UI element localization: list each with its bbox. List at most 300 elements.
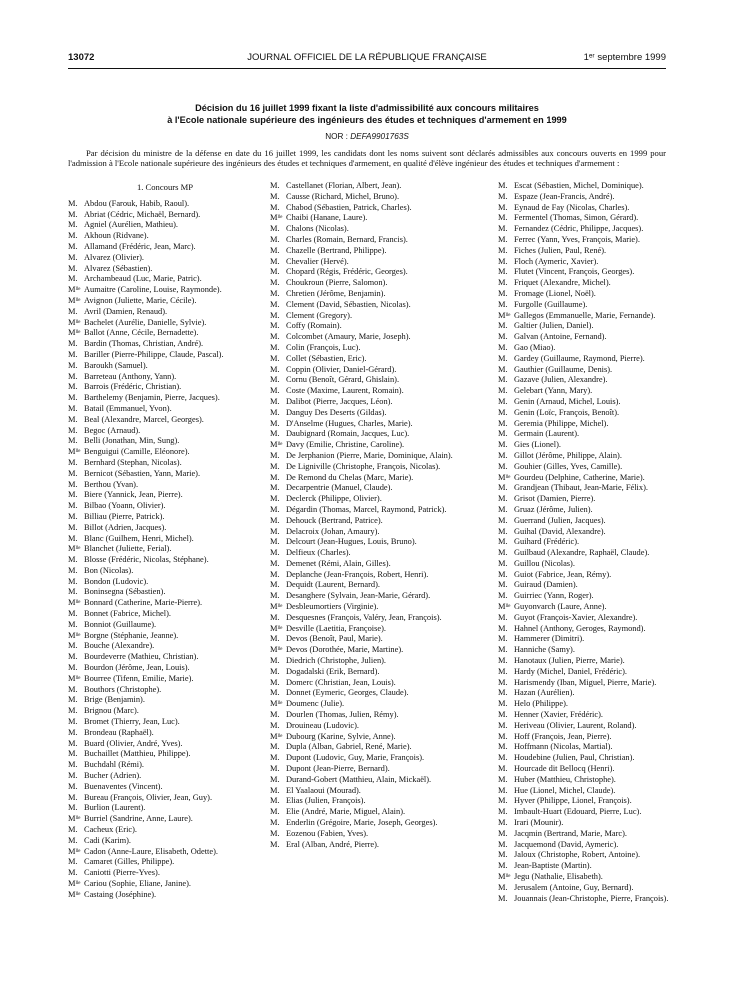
candidate-entry — [270, 354, 464, 365]
candidate-name: Deplanche (Jean-François, Robert, Henri). — [286, 569, 429, 579]
civility: M. — [498, 407, 508, 417]
candidate-name: Gouhier (Gilles, Yves, Camille). — [514, 461, 623, 471]
candidate-name: Donnet (Eymeric, Georges, Claude). — [286, 688, 409, 698]
candidate-entry — [68, 587, 262, 598]
candidate-name: Germain (Laurent). — [514, 429, 580, 439]
candidate-name: Abdou (Farouk, Habib, Raoul). — [84, 198, 190, 208]
civility: M. — [270, 181, 280, 190]
candidate-name: Billiau (Pierre, Patrick). — [84, 511, 165, 521]
candidate-name: Espaze (Jean-Francis, André). — [514, 191, 615, 201]
candidate-entry — [498, 818, 698, 829]
names-list-3 — [498, 181, 698, 904]
candidate-entry — [270, 602, 464, 613]
candidate-entry — [270, 451, 464, 462]
civility: M. — [68, 501, 78, 511]
candidate-name: Huber (Matthieu, Christophe). — [514, 774, 616, 784]
civility: M. — [498, 504, 508, 514]
candidate-name: Buchaillet (Matthieu, Philippe). — [84, 749, 191, 759]
civility: M. — [498, 688, 508, 698]
issue-date: 1ᵉʳ septembre 1999 — [583, 52, 666, 63]
candidate-entry — [68, 868, 262, 879]
candidate-entry — [498, 440, 698, 451]
candidate-entry — [270, 624, 464, 635]
candidate-entry — [68, 350, 262, 361]
candidate-name: Causse (Richard, Michel, Bruno). — [286, 191, 400, 201]
civility: M. — [270, 418, 280, 428]
candidate-name: Clement (Gregory). — [286, 310, 353, 320]
candidate-name: Enderlin (Grégoire, Marie, Joseph, Georges). — [286, 818, 438, 828]
civility: Mˡˡᵉ — [68, 295, 81, 305]
candidate-entry — [270, 375, 464, 386]
candidate-name: Alvarez (Olivier). — [84, 252, 144, 262]
candidate-entry — [270, 753, 464, 764]
candidate-entry — [270, 440, 464, 451]
candidate-name: D'Anselme (Hugues, Charles, Marie). — [286, 418, 413, 428]
candidate-name: Desquesnes (François, Valéry, Jean, François). — [286, 612, 442, 622]
candidate-entry — [270, 408, 464, 419]
civility: M. — [68, 663, 78, 673]
civility: M. — [68, 274, 78, 284]
civility: M. — [68, 738, 78, 748]
candidate-entry — [68, 836, 262, 847]
candidate-name: Gao (Miao). — [514, 342, 556, 352]
candidate-name: Baroukh (Samuel). — [84, 360, 148, 370]
civility: M. — [68, 717, 78, 727]
civility: M. — [270, 332, 280, 342]
candidate-name: Batail (Emmanuel, Yvon). — [84, 403, 172, 413]
candidate-entry — [498, 624, 698, 635]
candidate-entry — [68, 685, 262, 696]
candidate-name: Archambeaud (Luc, Marie, Patric). — [84, 274, 202, 284]
civility: M. — [68, 522, 78, 532]
candidate-entry — [68, 199, 262, 210]
civility: M. — [498, 764, 508, 774]
candidate-name: Hourcade dit Bellocq (Henri). — [514, 764, 615, 774]
civility: M. — [68, 457, 78, 467]
civility: M. — [68, 781, 78, 791]
candidate-entry — [270, 764, 464, 775]
candidate-name: Castellanet (Florian, Albert, Jean). — [286, 181, 402, 190]
civility: M. — [270, 256, 280, 266]
civility: M. — [270, 612, 280, 622]
civility: M. — [498, 720, 508, 730]
candidate-name: Jegu (Nathalie, Elisabeth). — [514, 872, 603, 881]
candidate-entry — [68, 760, 262, 771]
candidate-name: Flutet (Vincent, François, Georges). — [514, 267, 635, 277]
candidate-entry — [270, 786, 464, 797]
candidate-entry — [498, 559, 698, 570]
candidate-name: Bernicot (Sébastien, Yann, Marie). — [84, 468, 201, 478]
candidate-name: Irari (Mounir). — [514, 818, 564, 828]
candidate-name: Hue (Lionel, Michel, Claude). — [514, 785, 616, 795]
civility: M. — [68, 231, 78, 241]
civility: M. — [270, 828, 280, 838]
candidate-name: Davy (Emilie, Christine, Caroline). — [286, 440, 405, 450]
candidate-entry — [68, 253, 262, 264]
candidate-name: Dupla (Alban, Gabriel, René, Marie). — [286, 742, 412, 752]
intro-text: Par décision du ministre de la défense en date du 16 juillet 1999, les candidats dont les noms suivent sont déclarés admissibles aux concours ouverts en 1999 pour l'admission à l'Ecole nationale supérieure des ingénieurs des études et techniques d'armement, en qualité d'élève ingénieur des études et techniques d'armement : — [68, 148, 666, 169]
candidate-entry — [498, 656, 698, 667]
candidate-entry — [270, 840, 464, 851]
candidate-entry — [270, 278, 464, 289]
candidate-name: Galvan (Antoine, Fernand). — [514, 332, 607, 342]
candidate-entry — [498, 786, 698, 797]
candidate-name: Coste (Maxime, Laurent, Romain). — [286, 386, 404, 396]
civility: Mˡˡᵉ — [270, 699, 283, 709]
civility: M. — [68, 792, 78, 802]
candidate-entry — [498, 494, 698, 505]
candidate-name: Guyonvarch (Laure, Anne). — [514, 602, 607, 612]
candidate-entry — [68, 890, 262, 901]
nor-label: NOR : — [325, 132, 348, 141]
candidate-name: Caniotti (Pierre-Yves). — [84, 868, 160, 878]
candidate-entry — [498, 192, 698, 203]
candidate-name: Cadon (Anne-Laure, Elisabeth, Odette). — [84, 846, 218, 856]
civility: M. — [68, 868, 78, 878]
candidate-entry — [270, 365, 464, 376]
civility: M. — [498, 202, 508, 212]
candidate-name: Jacqmin (Bertrand, Marie, Marc). — [514, 828, 628, 838]
candidate-name: Barthelemy (Benjamin, Pierre, Jacques). — [84, 393, 220, 403]
candidate-entry — [498, 224, 698, 235]
civility: M. — [498, 796, 508, 806]
candidate-name: Aumaitre (Caroline, Louise, Raymonde). — [84, 285, 222, 295]
candidate-name: Cornu (Benoît, Gérard, Ghislain). — [286, 375, 400, 385]
candidate-entry — [270, 591, 464, 602]
civility: M. — [68, 306, 78, 316]
candidate-name: Harismendy (Iban, Miguel, Pierre, Marie). — [514, 677, 657, 687]
civility: M. — [270, 634, 280, 644]
candidate-entry — [270, 311, 464, 322]
candidate-entry — [68, 220, 262, 231]
candidate-name: Benguigui (Camille, Eléonore). — [84, 447, 190, 457]
candidate-name: Barreteau (Anthony, Yann). — [84, 371, 177, 381]
candidate-name: Guiraud (Damien). — [514, 580, 578, 590]
civility: Mˡˡᵉ — [68, 598, 81, 608]
candidate-name: Bouche (Alexandre). — [84, 641, 155, 651]
candidate-entry — [498, 667, 698, 678]
candidate-entry — [68, 803, 262, 814]
civility: M. — [68, 749, 78, 759]
candidate-entry — [270, 321, 464, 332]
candidate-entry — [270, 192, 464, 203]
civility: M. — [68, 857, 78, 867]
civility: M. — [270, 720, 280, 730]
candidate-entry — [498, 343, 698, 354]
candidate-name: Chopard (Régis, Frédéric, Georges). — [286, 267, 408, 277]
civility: M. — [68, 565, 78, 575]
candidate-entry — [68, 285, 262, 296]
candidate-name: Biere (Yannick, Jean, Pierre). — [84, 490, 183, 500]
candidate-entry — [68, 469, 262, 480]
candidate-entry — [68, 231, 262, 242]
candidate-name: Desanghere (Sylvain, Jean-Marie, Gérard). — [286, 591, 431, 601]
page-header — [68, 51, 666, 65]
candidate-name: Ferrec (Yann, Yves, François, Marie). — [514, 234, 640, 244]
candidate-entry — [68, 814, 262, 825]
civility: M. — [270, 288, 280, 298]
page-number: 13072 — [68, 52, 95, 63]
civility: M. — [498, 288, 508, 298]
civility: M. — [68, 360, 78, 370]
candidate-entry — [270, 483, 464, 494]
candidate-entry — [68, 717, 262, 728]
candidate-entry — [68, 609, 262, 620]
civility: M. — [498, 634, 508, 644]
civility: M. — [270, 461, 280, 471]
candidate-name: Allamand (Frédéric, Jean, Marc). — [84, 241, 196, 251]
candidate-entry — [68, 361, 262, 372]
candidate-name: Hanniche (Samy). — [514, 645, 575, 655]
civility: M. — [68, 241, 78, 251]
candidate-entry — [68, 242, 262, 253]
candidate-name: Demenet (Rémi, Alain, Gilles). — [286, 558, 391, 568]
candidate-name: Helo (Philippe). — [514, 699, 568, 709]
candidate-entry — [270, 181, 464, 192]
candidate-name: Guihal (David, Alexandre). — [514, 526, 606, 536]
civility: M. — [270, 796, 280, 806]
civility: M. — [270, 839, 280, 849]
names-list-2 — [270, 181, 464, 850]
candidate-entry — [498, 257, 698, 268]
candidate-entry — [68, 771, 262, 782]
journal-title: JOURNAL OFFICIEL DE LA RÉPUBLIQUE FRANÇAISE — [247, 52, 487, 63]
candidate-name: Domerc (Christian, Jean, Louis). — [286, 677, 396, 687]
candidate-entry — [270, 656, 464, 667]
candidate-name: Chaibi (Hanane, Laure). — [286, 213, 368, 223]
civility: M. — [270, 472, 280, 482]
candidate-entry — [68, 663, 262, 674]
intro-paragraph — [68, 148, 666, 168]
candidate-entry — [270, 710, 464, 721]
candidate-entry — [68, 674, 262, 685]
candidate-name: Guerrand (Julien, Jacques). — [514, 515, 606, 525]
candidate-entry — [68, 566, 262, 577]
civility: M. — [498, 699, 508, 709]
candidate-name: Buenaventes (Vincent). — [84, 781, 163, 791]
names-column-2 — [270, 181, 464, 850]
candidate-name: Devos (Dorothée, Marie, Martine). — [286, 645, 404, 655]
candidate-entry — [68, 782, 262, 793]
candidate-name: Henner (Xavier, Frédéric). — [514, 710, 603, 720]
candidate-entry — [68, 480, 262, 491]
candidate-name: Desbleumortiers (Virginie). — [286, 602, 379, 612]
candidate-entry — [498, 634, 698, 645]
candidate-name: Camaret (Gilles, Philippe). — [84, 857, 175, 867]
candidate-name: Jerusalem (Antoine, Guy, Bernard). — [514, 882, 634, 892]
civility: M. — [498, 742, 508, 752]
candidate-entry — [270, 343, 464, 354]
civility: M. — [270, 764, 280, 774]
candidate-entry — [68, 458, 262, 469]
candidate-name: Genin (Arnaud, Michel, Louis). — [514, 396, 621, 406]
civility: M. — [498, 818, 508, 828]
candidate-name: Galtier (Julien, Daniel). — [514, 321, 594, 331]
civility: M. — [498, 850, 508, 860]
civility: M. — [68, 587, 78, 597]
candidate-entry — [68, 523, 262, 534]
candidate-entry — [498, 591, 698, 602]
candidate-name: Bondon (Ludovic). — [84, 576, 149, 586]
decision-title-line-1: Décision du 16 juillet 1999 fixant la liste d'admissibilité aux concours militaires — [195, 103, 539, 113]
candidate-entry — [270, 203, 464, 214]
candidate-name: Hahnel (Anthony, Geroges, Raymond). — [514, 623, 646, 633]
candidate-entry — [270, 537, 464, 548]
candidate-name: Bariller (Pierre-Philippe, Claude, Pascal). — [84, 349, 224, 359]
candidate-name: Escat (Sébastien, Michel, Dominique). — [514, 181, 644, 190]
civility: Mˡˡᵉ — [68, 328, 81, 338]
section-title: 1. Concours MP — [136, 182, 194, 192]
candidate-entry — [498, 483, 698, 494]
civility: M. — [270, 483, 280, 493]
candidate-entry — [498, 840, 698, 851]
civility: M. — [270, 753, 280, 763]
candidate-name: Fromage (Lionel, Noël). — [514, 288, 596, 298]
civility: M. — [68, 511, 78, 521]
candidate-name: Brige (Benjamin). — [84, 695, 145, 705]
candidate-name: Eozenou (Fabien, Yves). — [286, 828, 369, 838]
civility: M. — [270, 558, 280, 568]
candidate-name: Gazave (Julien, Alexandre). — [514, 375, 608, 385]
civility: M. — [270, 353, 280, 363]
candidate-entry — [498, 796, 698, 807]
civility: M. — [270, 191, 280, 201]
civility: M. — [498, 418, 508, 428]
civility: M. — [498, 666, 508, 676]
candidate-entry — [68, 847, 262, 858]
civility: M. — [270, 688, 280, 698]
civility: M. — [270, 278, 280, 288]
candidate-entry — [498, 872, 698, 883]
candidate-entry — [498, 386, 698, 397]
candidate-entry — [68, 652, 262, 663]
candidate-entry — [498, 527, 698, 538]
civility: M. — [498, 375, 508, 385]
candidate-name: Dalibot (Pierre, Jacques, Léon). — [286, 396, 393, 406]
candidate-entry — [498, 505, 698, 516]
civility: M. — [498, 645, 508, 655]
candidate-name: Hoffmann (Nicolas, Martial). — [514, 742, 613, 752]
candidate-entry — [270, 300, 464, 311]
civility: Mˡˡᵉ — [68, 889, 81, 899]
civility: M. — [498, 753, 508, 763]
candidate-name: Furgolle (Guillaume). — [514, 299, 588, 309]
candidate-entry — [68, 328, 262, 339]
civility: M. — [270, 429, 280, 439]
candidate-name: Diedrich (Christophe, Julien). — [286, 656, 387, 666]
candidate-name: Bardin (Thomas, Christian, André). — [84, 339, 204, 349]
candidate-name: Durand-Gobert (Matthieu, Alain, Mickaël). — [286, 774, 432, 784]
candidate-entry — [270, 235, 464, 246]
candidate-entry — [498, 311, 698, 322]
civility: M. — [68, 349, 78, 359]
candidate-entry — [68, 393, 262, 404]
candidate-entry — [270, 505, 464, 516]
civility: M. — [270, 580, 280, 590]
civility: M. — [498, 342, 508, 352]
candidate-name: Guilbaud (Alexandre, Raphaël, Claude). — [514, 548, 650, 558]
candidate-name: Dégardin (Thomas, Marcel, Raymond, Patrick). — [286, 504, 447, 514]
candidate-entry — [68, 415, 262, 426]
candidate-name: Eral (Alban, André, Pierre). — [286, 839, 380, 849]
candidate-entry — [68, 307, 262, 318]
nor-reference — [68, 131, 666, 142]
candidate-entry — [498, 408, 698, 419]
candidate-entry — [498, 742, 698, 753]
civility: M. — [498, 828, 508, 838]
candidate-entry — [498, 894, 698, 905]
civility: Mˡˡᵉ — [68, 673, 81, 683]
candidate-entry — [498, 181, 698, 192]
candidate-name: Gardey (Guillaume, Raymond, Pierre). — [514, 353, 645, 363]
civility: M. — [68, 803, 78, 813]
nor-code: DEFA9901763S — [350, 132, 409, 141]
candidate-name: Danguy Des Deserts (Gildas). — [286, 407, 387, 417]
civility: M. — [270, 526, 280, 536]
candidate-entry — [498, 645, 698, 656]
candidate-entry — [270, 613, 464, 624]
candidate-name: Guyot (François-Xavier, Alexandre). — [514, 612, 638, 622]
candidate-name: Jacquemond (David, Aymeric). — [514, 839, 619, 849]
candidate-entry — [498, 419, 698, 430]
civility: M. — [68, 382, 78, 392]
civility: Mˡˡᵉ — [68, 879, 81, 888]
candidate-entry — [270, 807, 464, 818]
civility: M. — [270, 774, 280, 784]
candidate-name: Castaing (Joséphine). — [84, 889, 157, 899]
candidate-entry — [498, 278, 698, 289]
candidate-entry — [498, 267, 698, 278]
candidate-name: Clement (David, Sébastien, Nicolas). — [286, 299, 411, 309]
candidate-entry — [68, 534, 262, 545]
candidate-name: Geremia (Philippe, Michel). — [514, 418, 609, 428]
candidate-name: Akhoun (Ridvane). — [84, 231, 149, 241]
candidate-name: Jouannais (Jean-Christophe, Pierre, François). — [514, 893, 669, 903]
candidate-entry — [270, 580, 464, 591]
candidate-entry — [68, 857, 262, 868]
civility: Mˡˡᵉ — [498, 472, 511, 482]
civility: M. — [498, 656, 508, 666]
candidate-entry — [68, 620, 262, 631]
candidate-entry — [270, 267, 464, 278]
candidate-entry — [498, 753, 698, 764]
candidate-entry — [270, 213, 464, 224]
candidate-entry — [68, 749, 262, 760]
names-column-1 — [68, 181, 262, 901]
civility: M. — [498, 396, 508, 406]
candidate-entry — [68, 728, 262, 739]
civility: Mˡˡᵉ — [68, 630, 81, 640]
candidate-entry — [68, 404, 262, 415]
candidate-entry — [498, 829, 698, 840]
candidate-name: Heriveau (Olivier, Laurent, Roland). — [514, 720, 637, 730]
civility: M. — [498, 893, 508, 903]
civility: Mˡˡᵉ — [68, 317, 81, 327]
candidate-name: Elias (Julien, François). — [286, 796, 366, 806]
civility: M. — [498, 364, 508, 374]
candidate-entry — [270, 548, 464, 559]
civility: M. — [498, 839, 508, 849]
candidate-entry — [270, 257, 464, 268]
civility: Mˡˡᵉ — [68, 846, 81, 856]
candidate-name: Delcourt (Jean-Hugues, Louis, Bruno). — [286, 537, 417, 547]
civility: M. — [270, 202, 280, 212]
civility: M. — [498, 267, 508, 277]
candidate-name: Colin (François, Luc). — [286, 342, 361, 352]
candidate-name: Bourree (Tifenn, Emilie, Marie). — [84, 673, 194, 683]
candidate-entry — [68, 490, 262, 501]
civility: M. — [498, 612, 508, 622]
